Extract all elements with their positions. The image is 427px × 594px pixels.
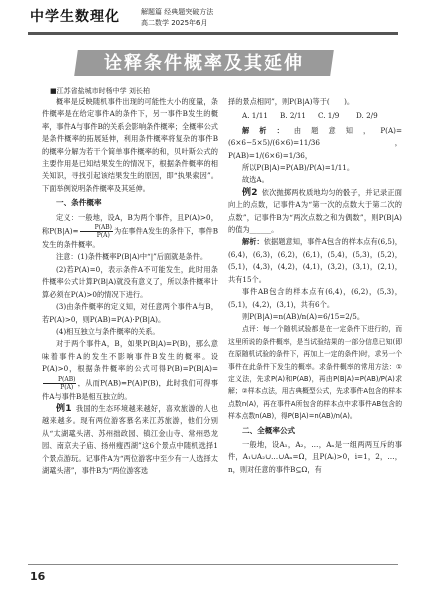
example-label: 例2 [242, 187, 258, 198]
header-rule [28, 32, 398, 35]
solution-2b: 事件AB包含的样本点有(6,4)，(6,2)，(5,3)，(5,1)，(4,2)，(3,1)，共有6个。 [228, 287, 402, 309]
left-column [42, 96, 218, 477]
solution-1b: 所以P(B|A)=P(AB)/P(A)=1/11。 [242, 163, 355, 173]
total-probability-paragraph: 一般地，设A₁，A₂，…，Aₙ是一组两两互斥的事件，A₁∪A₂∪…∪Aₙ=Ω，且P(Aᵢ)>0，i=1，2，…，n，则对任意的事件B⊆Ω，有 [228, 439, 402, 474]
definition-text-2: 为在事件A发生的条件下，事件B发生的条件概率。 [42, 226, 218, 250]
note-2: (2)若P(A)=0，表示条件A不可能发生，此时用条件概率公式计算P(B|A)就没有意义了，所以条件概率计算必须在P(A)>0的情况下进行。 [42, 264, 218, 299]
example-text: 依次抛掷两枚质地均匀的骰子，并记录正面向上的点数，记事件A为“第一次的点数大于第二次的点数”，记事件B为“两次点数之和为偶数”，则P(B|A)的值为______。 [228, 187, 402, 235]
author-line [50, 86, 150, 96]
option-c: C. 1/9 [318, 111, 340, 121]
solution-label: 解析： [242, 125, 294, 135]
intro-paragraph: 概率是反映随机事件出现的可能性大小的度量，条件概率是在给定事件A的条件下，另一事件B发生的概率，事件A与事件B的关系会影响条件概率；全概率公式是条件概率的拓展延伸，利用条件概率将复杂的事件B的概率分解为若干个简单事件概率的和，贝叶斯公式的主要作用是已知结果发生的情况下，根据条件概率的相关知识，寻找引起该结果发生的原因，即“执果索因”。下面举例说明条件概率及其延伸。 [42, 97, 218, 193]
definition-text: 定义：一般地，设A，B为两个事件，且P(A)>0，称P(B|A)= [42, 212, 218, 236]
author-text: ■江苏省盐城市时杨中学 刘长柏 [50, 87, 150, 95]
magazine-logo: 中学生数理化 [30, 9, 120, 25]
solution-1c: 故选A。 [242, 175, 269, 185]
note-1: 注意：(1)条件概率P(B|A)中“|”后面就是条件。 [56, 252, 208, 262]
example-label: 例1 [56, 403, 72, 414]
page-header [0, 0, 427, 38]
example-1-continued: 择的景点相同”，则P(B|A)等于( )。 [228, 97, 355, 106]
note-4: (4)相互独立与条件概率的关系。 [56, 326, 160, 336]
independence-paragraph [42, 338, 218, 403]
example-1 [42, 403, 218, 477]
section-heading-total-probability: 二、全概率公式 [242, 425, 296, 435]
page-number: 16 [30, 570, 46, 583]
section-heading-conditional: 一、条件概率 [56, 198, 102, 208]
article-title: 诠释条件概率及其延伸 [104, 53, 304, 74]
solution-2c: 则P(B|A)=n(AB)/n(A)=6/15=2/5。 [242, 311, 365, 321]
solution-2 [228, 236, 402, 286]
solution-1 [228, 125, 402, 162]
footer-rule [28, 564, 398, 565]
example-2 [228, 187, 402, 237]
independence-text: 对于两个事件A，B，如果P(B|A)=P(B)，那么意味着事件A的发生不影响事件B发生的概率。设P(A)>0，根据条件概率的公式可得P(B)=P(B|A)= [42, 339, 218, 374]
fraction [80, 224, 113, 239]
solution-text: 由题意知，P(A)=(6×6−5×5)/(6×6)=11/36，P(AB)=1/(6×6)=1/36， [228, 125, 402, 160]
note-3: (3)由条件概率的定义知，对任意两个事件A与B，若P(A)>0，则P(AB)=P(A)·P(B|A)。 [42, 302, 218, 324]
header-subtitle [141, 7, 213, 29]
commentary: 点评：每一个随机试验都是在一定条件下进行的，而这里所说的条件概率，是当试验结果的一部分信息已知(即在原随机试验的条件下，再加上一定的条件)时，求另一个事件在此条件下发生的概率。求条件概率的常用方法：①定义法，先求P(A)和P(AB)，再由P(B|A)=P(AB)/P(A)求解；②样本点法，用古典概型公式，先求事件A包含的样本点数n(A)，再在事件A所包含的样本点中求事件AB包含的样本点数n(AB)，得P(B|A)=n(AB)/n(A)。 [228, 325, 402, 421]
definition-paragraph [42, 212, 218, 252]
independence-text-2: ，从而P(AB)=P(A)P(B)，此时我们可得事件A与事件B是相互独立的。 [42, 378, 218, 401]
fraction-denominator: P(A) [96, 232, 110, 240]
fraction-denominator: P(A) [60, 383, 74, 391]
option-b: B. 2/11 [280, 111, 306, 121]
option-d: D. 2/9 [356, 111, 378, 121]
header-edition: 解题篇 经典题突破方法 [141, 8, 214, 16]
solution-label: 解析： [242, 237, 264, 247]
solution-text: 依据题意知，事件A包含的样本点有(6,5)，(6,4)，(6,3)，(6,2)，(6,1)，(5,4)，(5,3)，(5,2)，(5,1)，(4,3)，(4,2)，(4,1)，(3,2)，(3,1)，(2,1)，共有15个。 [228, 237, 402, 284]
fraction-numerator: P(AB) [43, 376, 76, 384]
fraction-numerator: P(AB) [80, 224, 113, 232]
answer-options [242, 110, 402, 122]
header-issue: 高二数学 2025年6月 [141, 19, 208, 27]
right-column [228, 96, 402, 476]
fraction [43, 376, 76, 391]
option-a: A. 1/11 [242, 111, 268, 121]
example-text: 我国的生态环境越来越好，喜欢旅游的人也越来越多。现有两位游客慕名来江苏旅游，他们分别从“太湖鼋头渚、苏州拙政园、镇江金山寺、常州恐龙园、南京夫子庙、扬州瘦西湖”这6个景点中随机选择1个景点游玩。记事件A为“两位游客中至少有一人选择太湖鼋头渚”，事件B为“两位游客选 [42, 403, 218, 475]
